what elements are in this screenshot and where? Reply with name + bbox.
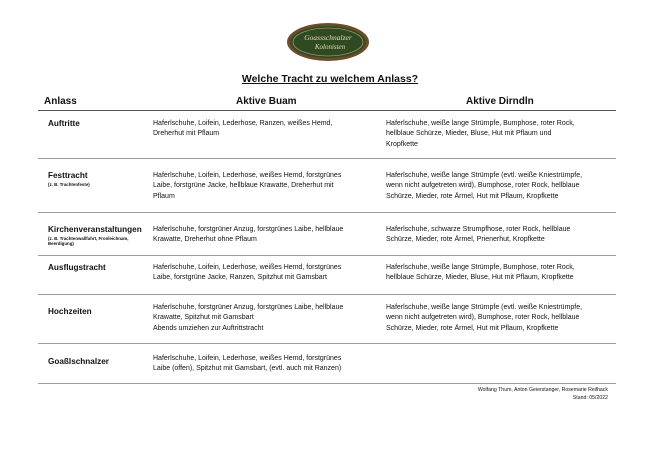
row-divider xyxy=(38,255,616,256)
logo-text-line-2: Kolonisten xyxy=(314,43,346,51)
row-label-hochzeiten: Hochzeiten xyxy=(48,307,92,316)
cell-buam-auftritte: Haferlschuhe, Loifein, Lederhose, Ranzen, weißes Hemd, Dreherhut mit Pflaum xyxy=(153,120,333,138)
cell-dirndln-ausflugstracht: Haferlschuhe, weiße lange Strümpfe, Bumphose, roter Rock, hellblaue Schürze, Mieder, Bluse, Hut mit Pflaum, Kropfkette xyxy=(386,264,575,282)
club-logo xyxy=(286,22,370,62)
header-anlass: Anlass xyxy=(44,96,77,107)
cell-buam-kirchenveranstaltungen: Haferlschuhe, forstgrüner Anzug, forstgrünes Laibe, hellblaue Krawatte, Dreherhut ohne Pflaum xyxy=(153,226,344,244)
row-divider xyxy=(38,294,616,295)
row-label-ausflugstracht: Ausflugstracht xyxy=(48,263,106,272)
row-label-auftritte: Auftritte xyxy=(48,119,80,128)
header-aktive-buam: Aktive Buam xyxy=(236,96,297,107)
footer-stand: Stand: 05/2022 xyxy=(572,395,608,401)
row-sub-kirchenveranstaltungen: (z. B. Trachtenwallfahrt, Fronleichnam, Beerdigung) xyxy=(48,236,129,247)
footer-authors: Wolfang Thum, Anton Geierstanger, Rosemarie Reilhack xyxy=(477,387,608,393)
cell-buam-festtracht: Haferlschuhe, Loifein, Lederhose, weißes Hemd, forstgrünes Laibe, forstgrüne Jacke, hellblaue Krawatte, Dreherhut mit Pflaum xyxy=(153,172,342,200)
logo-text-line-1: Goassschnalzer xyxy=(304,33,352,42)
header-divider xyxy=(38,110,616,111)
header-aktive-dirndln: Aktive Dirndln xyxy=(466,96,534,107)
cell-dirndln-hochzeiten: Haferlschuhe, weiße lange Strümpfe (evtl. weiße Kniestrümpfe, wenn nicht aufgetreten wird), Bumphose, roter Rock, hellblaue Schürze, Mieder, rote Ärmel, Hut mit Pflaum, Kropfkette xyxy=(386,304,583,332)
row-divider xyxy=(38,383,616,384)
cell-dirndln-auftritte: Haferlschuhe, weiße lange Strümpfe, Bumphose, roter Rock, hellblaue Schürze, Mieder, Bluse, Hut mit Pflaum und Kropfkette xyxy=(386,120,575,148)
document-title: Welche Tracht zu welchem Anlass? xyxy=(241,73,419,85)
cell-buam-hochzeiten: Haferlschuhe, forstgrüner Anzug, forstgrünes Laibe, hellblaue Krawatte, Spitzhut mit Gamsbart Abends umziehen zur Auftrittstracht xyxy=(153,304,344,332)
row-label-goasslschnalzer: Goaßlschnalzer xyxy=(48,357,109,366)
cell-dirndln-kirchenveranstaltungen: Haferlschuhe, schwarze Strumpfhose, roter Rock, hellblaue Schürze, Mieder, rote Ärmel, Prienerhut, Kropfkette xyxy=(386,226,571,244)
cell-dirndln-festtracht: Haferlschuhe, weiße lange Strümpfe (evtl. weiße Kniestrümpfe, wenn nicht aufgetreten wird), Bumphose, roter Rock, hellblaue Schürze, Mieder, rote Ärmel, Hut mit Pflaum, Kropfkette xyxy=(386,172,583,200)
row-divider xyxy=(38,158,616,159)
cell-buam-ausflugstracht: Haferlschuhe, Loifein, Lederhose, weißes Hemd, forstgrünes Laibe, forstgrüne Jacke, Ranzen, Spitzhut mit Gamsbart xyxy=(153,264,342,282)
row-label-kirchenveranstaltungen: Kirchenveranstaltungen xyxy=(48,225,142,234)
row-divider xyxy=(38,212,616,213)
cell-buam-goasslschnalzer: Haferlschuhe, Loifein, Lederhose, weißes Hemd, forstgrünes Laibe (offen), Spitzhut mit Gamsbart, (evtl. auch mit Ranzen) xyxy=(153,355,342,373)
row-label-festtracht: Festtracht xyxy=(48,171,88,180)
row-sub-festtracht: (z. B. Trachtenfeste) xyxy=(48,182,90,187)
row-divider xyxy=(38,343,616,344)
